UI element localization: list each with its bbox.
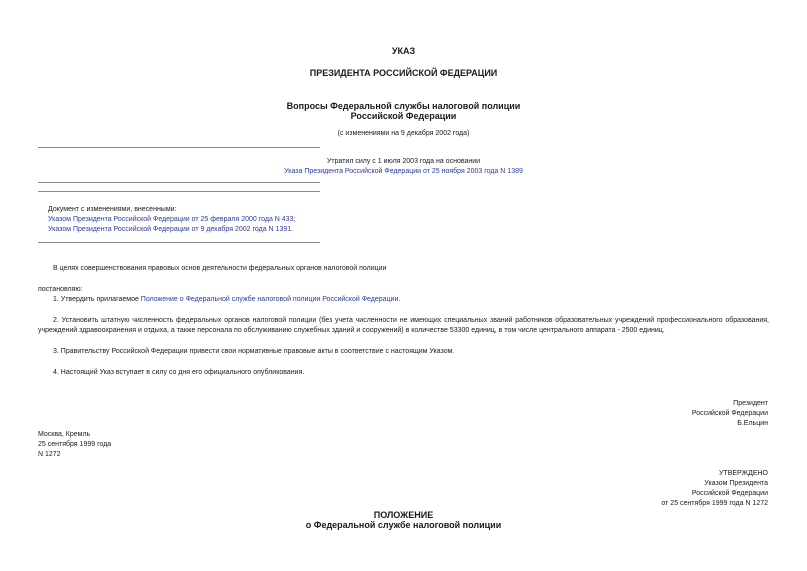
amendment-link-2002[interactable]: Указом Президента Российской Федерации от 9 декабря 2002 года N 1391. [48,226,294,233]
preamble: В целях совершенствования правовых основ деятельности федеральных органов налоговой полиции [53,265,387,272]
paragraph-4: 4. Настоящий Указ вступает в силу со дня его официального опубликования. [53,369,305,376]
divider [38,147,320,148]
basis-decree-link[interactable]: Указа Президента Российской Федерации от 25 ноября 2003 года N 1389 [284,168,523,175]
changes-note: (с изменениями на 9 декабря 2002 года) [337,130,470,137]
decree-issuer: ПРЕЗИДЕНТА РОССИЙСКОЙ ФЕДЕРАЦИИ [309,68,498,78]
divider [38,182,320,183]
document-title-line1: Вопросы Федеральной службы налоговой полиции [286,101,521,111]
signature-name: Б.Ельцин [737,420,768,427]
amendment-link-2000[interactable]: Указом Президента Российской Федерации от 25 февраля 2000 года N 433; [48,216,296,223]
paragraph-1-suffix: . [398,296,401,303]
document-title-line2: Российской Федерации [350,111,457,121]
basis-link-row [0,167,807,177]
approved-label: УТВЕРЖДЕНО [718,470,768,477]
signature-country: Российской Федерации [691,410,768,417]
paragraph-1 [53,295,400,305]
approved-by: Указом Президента [704,480,768,487]
approved-country: Российской Федерации [691,490,768,497]
regulation-link[interactable]: Положение о Федеральной службе налоговой полиции Российской Федерации [140,296,399,303]
paragraph-3: 3. Правительству Российской Федерации привести свои нормативные правовые акты в соответствие с настоящим Указом. [53,348,455,355]
divider [38,191,320,192]
divider [38,242,320,243]
signing-place: Москва, Кремль [38,431,91,438]
approved-date: от 25 сентября 1999 года N 1272 [661,500,768,507]
decree-number: N 1272 [38,451,61,458]
decree-title: УКАЗ [391,46,416,56]
regulation-title: ПОЛОЖЕНИЕ [373,510,434,520]
signature-title: Президент [733,400,768,407]
paragraph-1-prefix: 1. Утвердить прилагаемое [53,296,141,303]
paragraph-2: 2. Установить штатную численность федеральных органов налоговой полиции (без учета численности не имеющих специальных званий работников образовательных учреждений профессионального образования, учреждений здравоохранения и отдыха, а также персонала по обслуживанию служебных зданий и сооружений) в количестве 53300 единиц, в том числе центрального аппарата - 2500 единиц. [38,317,769,334]
signing-date: 25 сентября 1999 года [38,441,112,448]
decree-word: постановляю: [38,286,83,293]
lost-force-note: Утратил силу с 1 июля 2003 года на основании [326,158,481,165]
regulation-subtitle: о Федеральной службе налоговой полиции [305,520,502,530]
amendments-intro: Документ с изменениями, внесенными: [48,206,177,213]
